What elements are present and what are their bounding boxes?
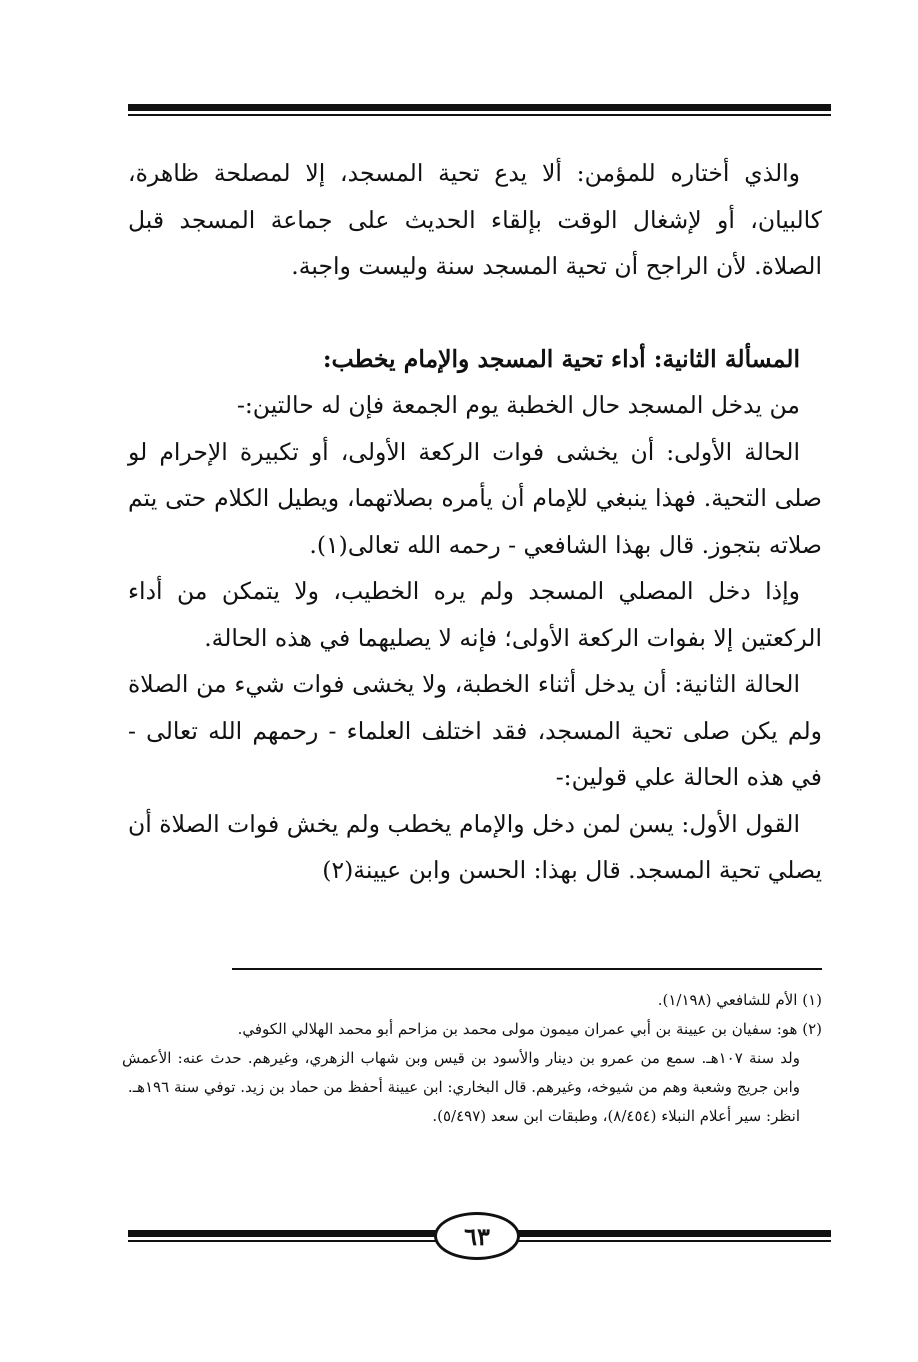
footnote-2: (٢) هو: سفيان بن عيينة بن أبي عمران ميمون مولى محمد بن مزاحم أبو محمد الهلالي الكوفي. <box>237 1020 822 1038</box>
footnote-1: (١) الأم للشافعي (١/١٩٨). <box>657 991 822 1009</box>
paragraph: من يدخل المسجد حال الخطبة يوم الجمعة فإن له حالتين:- <box>236 391 800 419</box>
footnotes <box>122 986 822 1131</box>
top-double-rule <box>128 100 831 118</box>
top-rule-thick <box>128 104 831 111</box>
page-number-badge <box>434 1212 520 1260</box>
footnote-separator <box>232 968 822 970</box>
paragraph: القول الأول: يسن لمن دخل والإمام يخطب ولم يخش فوات الصلاة أن يصلي تحية المسجد. قال بهذا: الحسن وابن عيينة(٢) <box>128 809 822 884</box>
paragraph: الحالة الأولى: أن يخشى فوات الركعة الأولى، أو تكبيرة الإحرام لو صلى التحية. فهذا ينبغي للإمام أن يأمره بصلاتهما، ويطيل الكلام حتى يتم صلاته بتجوز. قال بهذا الشافعي - رحمه الله تعالى(١). <box>128 437 822 559</box>
footnote-2-continued: ولد سنة ١٠٧هـ. سمع من عمرو بن دينار والأسود بن قيس وبن شهاب الزهري، وغيرهم. حدث عنه: الأعمش وابن جريج وشعبة وهم من شيوخه، وغيرهم. قال البخاري: ابن عيينة أحفظ من حماد بن زيد. توفي سنة ١٩٦هـ. <box>122 1049 800 1096</box>
paragraph-gap <box>128 290 822 336</box>
footnote-references: انظر: سير أعلام النبلاء (٨/٤٥٤)، وطبقات ابن سعد (٥/٤٩٧). <box>432 1107 800 1125</box>
main-text <box>128 150 822 894</box>
section-heading: المسألة الثانية: أداء تحية المسجد والإمام يخطب: <box>322 344 800 373</box>
paragraph: الحالة الثانية: أن يدخل أثناء الخطبة، ولا يخشى فوات شيء من الصلاة ولم يكن صلى تحية المسجد، فقد اختلف العلماء - رحمهم الله تعالى - في هذه الحالة علي قولين:- <box>128 670 822 791</box>
page-number: ٦٣ <box>464 1221 490 1251</box>
top-rule-thin <box>128 114 831 116</box>
paragraph: والذي أختاره للمؤمن: ألا يدع تحية المسجد، إلا لمصلحة ظاهرة، كالبيان، أو لإشغال الوقت بإلقاء الحديث على جماعة المسجد قبل الصلاة. لأن الراجح أن تحية المسجد سنة وليست واجبة. <box>128 159 822 280</box>
paragraph: وإذا دخل المصلي المسجد ولم يره الخطيب، ولا يتمكن من أداء الركعتين إلا بفوات الركعة الأولى؛ فإنه لا يصليهما في هذه الحالة. <box>128 577 822 652</box>
